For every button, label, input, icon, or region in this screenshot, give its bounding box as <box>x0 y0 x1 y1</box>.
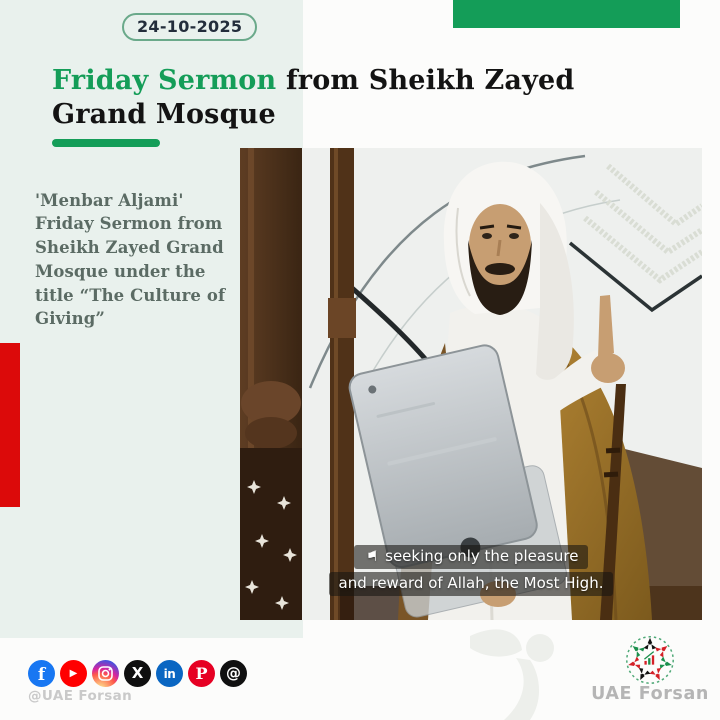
brand-name: UAE Forsan <box>591 684 709 704</box>
facebook-icon[interactable]: f <box>28 660 55 687</box>
social-icons-row <box>28 660 247 687</box>
subtitle-caption <box>240 545 702 596</box>
title-rest: from Sheikh Zayed Grand Mosque <box>52 65 575 131</box>
uae-forsan-logo <box>622 634 678 686</box>
top-green-accent-bar <box>453 0 680 28</box>
social-handle: @UAE Forsan <box>28 688 133 704</box>
title-underline <box>52 139 160 147</box>
caption-line-1: ⚑ seeking only the pleasure <box>354 545 589 569</box>
pinterest-icon[interactable]: P <box>188 660 215 687</box>
threads-icon[interactable]: @ <box>220 660 247 687</box>
logo-center-chart <box>644 652 654 665</box>
page-title <box>52 64 630 132</box>
youtube-icon[interactable]: ▶ <box>60 660 87 687</box>
flag-icon: ⚑ <box>365 549 379 565</box>
x-icon[interactable]: X <box>124 660 151 687</box>
instagram-camera-glyph <box>98 666 113 681</box>
instagram-icon[interactable] <box>92 660 119 687</box>
caption-line-2: and reward of Allah, the Most High. <box>329 572 614 596</box>
watermark-shape <box>452 616 577 720</box>
red-accent-bar <box>0 343 20 507</box>
date-badge: 24-10-2025 <box>122 13 257 41</box>
title-highlight: Friday Sermon <box>52 65 277 97</box>
sermon-photo <box>240 148 702 620</box>
linkedin-icon[interactable]: in <box>156 660 183 687</box>
sermon-description: 'Menbar Aljami' Friday Sermon from Sheikh Zayed Grand Mosque under the title “The Culture of Giving” <box>35 190 226 329</box>
